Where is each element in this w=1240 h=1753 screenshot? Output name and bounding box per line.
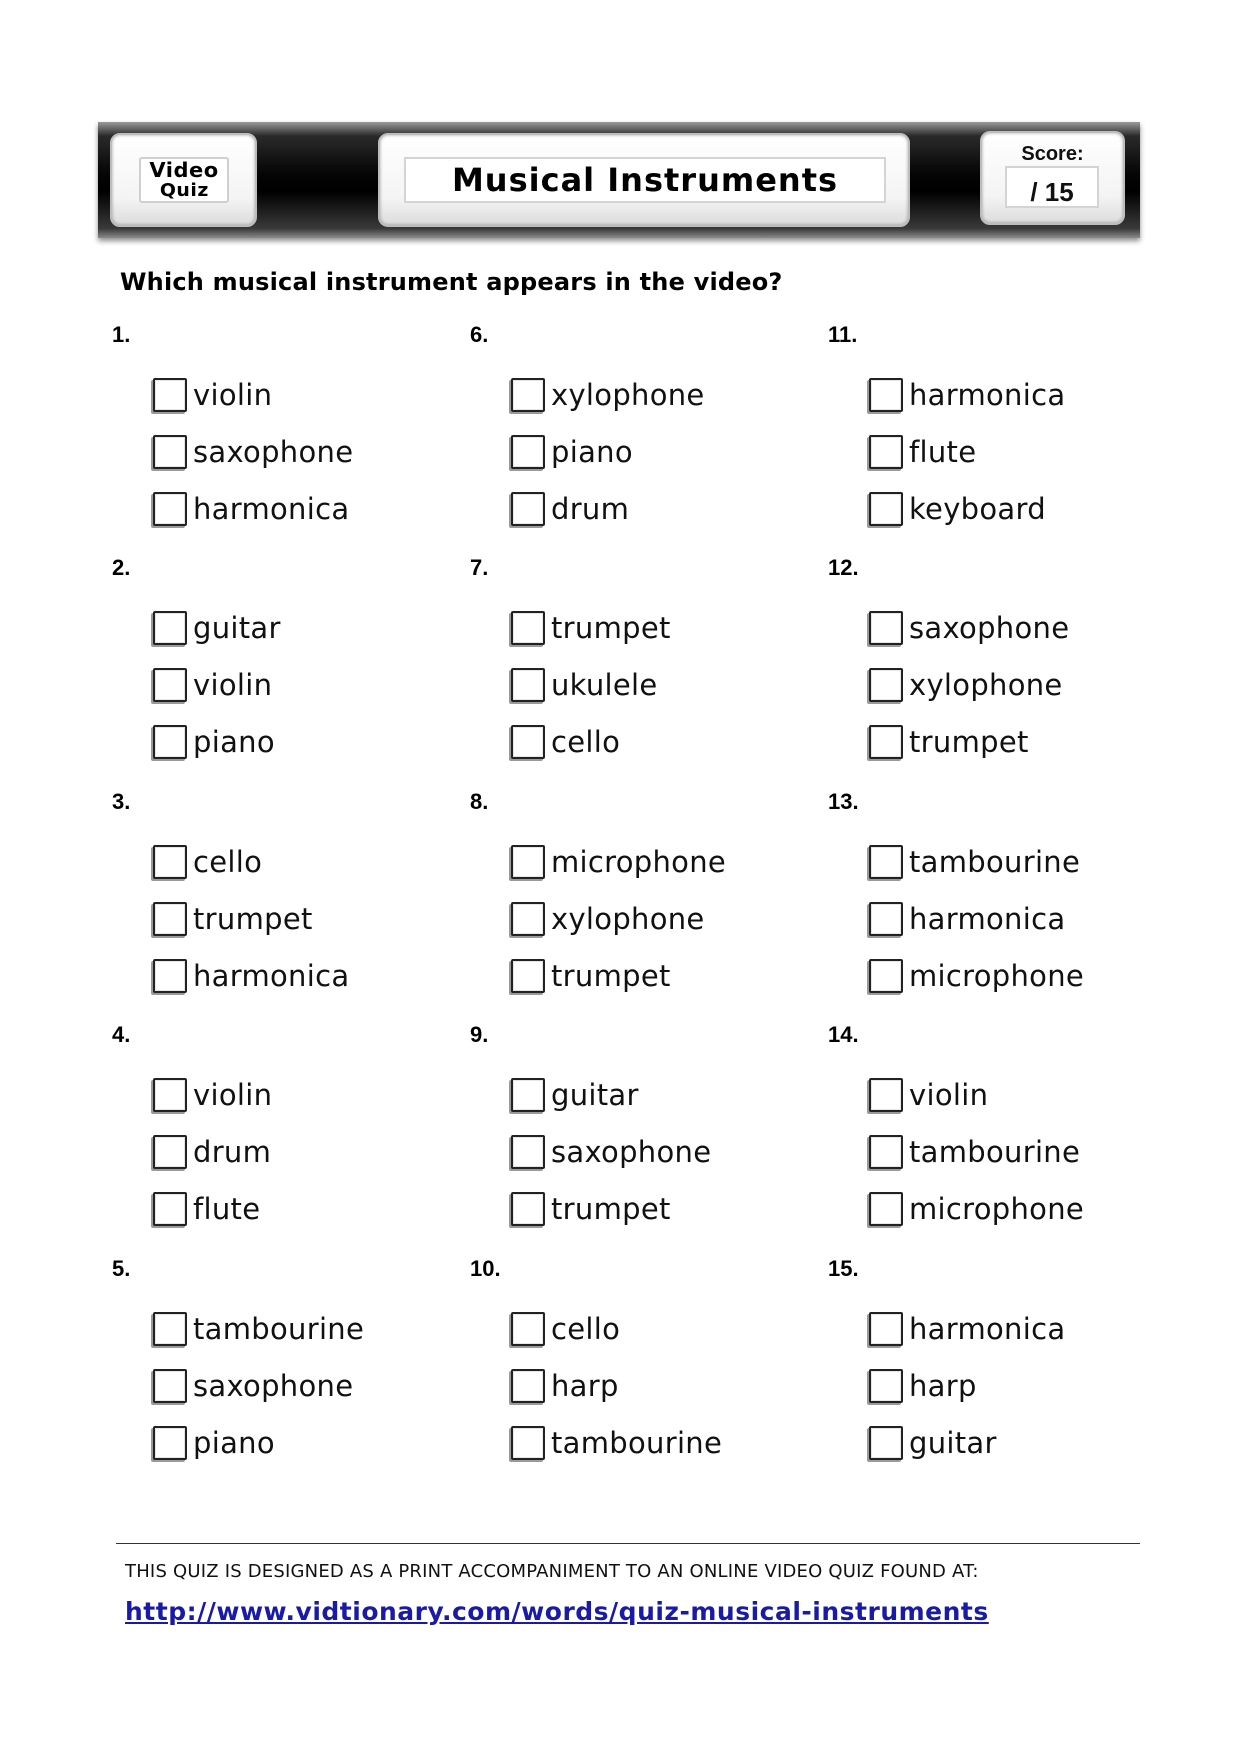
answer-option[interactable] [511,1132,711,1172]
answer-option[interactable] [511,489,629,529]
answer-label: cello [551,725,621,759]
answer-label: tambourine [909,1135,1081,1169]
answer-option[interactable] [869,432,976,472]
answer-label: tambourine [909,845,1081,879]
answer-option[interactable] [869,489,1046,529]
answer-option[interactable] [511,1309,620,1349]
question-number: 14. [828,1022,859,1047]
answer-label: flute [909,435,977,469]
answer-checkbox[interactable] [153,725,187,759]
answer-checkbox[interactable] [869,1312,903,1346]
answer-checkbox[interactable] [869,435,903,469]
answer-label: trumpet [193,902,313,936]
answer-label: harmonica [193,959,350,993]
answer-option[interactable] [153,1366,353,1406]
answer-option[interactable] [869,375,1065,415]
answer-label: cello [551,1312,621,1346]
question-number: 2. [112,555,131,580]
question-number: 7. [470,555,489,580]
answer-label: guitar [909,1426,997,1460]
answer-label: xylophone [551,378,705,412]
answer-option[interactable] [869,899,1065,939]
answer-checkbox[interactable] [153,492,187,526]
answer-checkbox[interactable] [511,725,545,759]
answer-option[interactable] [869,608,1069,648]
answer-checkbox[interactable] [869,611,903,645]
answer-checkbox[interactable] [511,1369,545,1403]
answer-label: trumpet [551,959,671,993]
answer-label: harmonica [193,492,350,526]
answer-checkbox[interactable] [511,1192,545,1226]
answer-option[interactable] [869,1366,977,1406]
footer-divider [116,1543,1140,1544]
answer-label: microphone [909,959,1085,993]
answer-label: harmonica [909,378,1066,412]
answer-checkbox[interactable] [153,668,187,702]
answer-option[interactable] [869,842,1080,882]
answer-checkbox[interactable] [511,1312,545,1346]
answer-checkbox[interactable] [153,1312,187,1346]
answer-option[interactable] [153,842,262,882]
question-number: 9. [470,1022,489,1047]
answer-label: harmonica [909,1312,1066,1346]
answer-checkbox[interactable] [869,845,903,879]
answer-option[interactable] [153,1309,364,1349]
answer-checkbox[interactable] [511,611,545,645]
answer-option[interactable] [511,1366,619,1406]
answer-label: saxophone [193,435,354,469]
answer-label: violin [193,1078,273,1112]
answer-label: drum [193,1135,272,1169]
answer-option[interactable] [869,722,1029,762]
answer-label: flute [193,1192,261,1226]
answer-label: harp [909,1369,977,1403]
answer-option[interactable] [153,899,313,939]
answer-checkbox[interactable] [869,725,903,759]
score-label: Score: [1021,143,1084,165]
answer-label: violin [193,668,273,702]
answer-label: xylophone [909,668,1063,702]
logo-line-quiz: Quiz [159,180,209,201]
answer-checkbox[interactable] [511,959,545,993]
answer-label: trumpet [909,725,1029,759]
answer-option[interactable] [869,1189,1084,1229]
answer-option[interactable] [153,432,353,472]
answer-label: piano [193,725,275,759]
score-value: / 15 [1030,176,1074,207]
answer-option[interactable] [153,1075,272,1115]
answer-checkbox[interactable] [153,1078,187,1112]
answer-checkbox[interactable] [511,435,545,469]
answer-checkbox[interactable] [153,1192,187,1226]
answer-checkbox[interactable] [153,959,187,993]
answer-option[interactable] [153,375,272,415]
answer-label: harmonica [909,902,1066,936]
answer-option[interactable] [153,956,349,996]
answer-label: microphone [551,845,727,879]
quiz-url-link[interactable]: http://www.vidtionary.com/words/quiz-musical-instruments [125,1597,989,1626]
answer-checkbox[interactable] [511,902,545,936]
answer-option[interactable] [153,1189,260,1229]
answer-checkbox[interactable] [511,845,545,879]
question-number: 13. [828,789,859,814]
answer-label: saxophone [193,1369,354,1403]
logo-line-video: Video [149,158,219,182]
question-number: 6. [470,322,489,347]
question-number: 10. [470,1256,501,1281]
page-title: Musical Instruments [451,161,839,199]
answer-checkbox[interactable] [153,1426,187,1460]
answer-checkbox[interactable] [153,378,187,412]
answer-option[interactable] [869,956,1084,996]
question-number: 11. [828,322,858,347]
answer-checkbox[interactable] [153,902,187,936]
answer-label: drum [551,492,630,526]
answer-checkbox[interactable] [153,1135,187,1169]
answer-option[interactable] [153,1132,271,1172]
answer-option[interactable] [153,489,349,529]
answer-label: piano [551,435,633,469]
answer-checkbox[interactable] [511,668,545,702]
answer-option[interactable] [511,1423,722,1463]
answer-checkbox[interactable] [153,435,187,469]
answer-checkbox[interactable] [869,1192,903,1226]
answer-option[interactable] [511,842,726,882]
question-number: 8. [470,789,489,814]
answer-checkbox[interactable] [869,492,903,526]
answer-label: trumpet [551,611,671,645]
answer-checkbox[interactable] [869,668,903,702]
answer-option[interactable] [153,722,275,762]
answer-label: saxophone [551,1135,712,1169]
answer-option[interactable] [511,722,620,762]
answer-checkbox[interactable] [511,492,545,526]
answer-label: cello [193,845,263,879]
answer-label: violin [193,378,273,412]
question-number: 1. [112,322,131,347]
answer-option[interactable] [869,1423,997,1463]
answer-label: microphone [909,1192,1085,1226]
answer-option[interactable] [869,665,1063,705]
answer-checkbox[interactable] [869,378,903,412]
answer-label: harp [551,1369,619,1403]
question-number: 4. [112,1022,131,1047]
answer-checkbox[interactable] [153,845,187,879]
answer-checkbox[interactable] [511,1426,545,1460]
answer-option[interactable] [511,1075,639,1115]
answer-checkbox[interactable] [869,1369,903,1403]
answer-option[interactable] [511,1189,671,1229]
answer-option[interactable] [153,665,272,705]
answer-checkbox[interactable] [153,611,187,645]
answer-option[interactable] [511,432,633,472]
answer-checkbox[interactable] [511,1135,545,1169]
answer-label: guitar [193,611,281,645]
answer-checkbox[interactable] [153,1369,187,1403]
answer-option[interactable] [511,665,658,705]
answer-label: keyboard [909,492,1046,526]
answer-option[interactable] [511,608,671,648]
question-number: 3. [112,789,131,814]
question-number: 5. [112,1256,131,1281]
answer-option[interactable] [511,899,705,939]
answer-label: violin [909,1078,989,1112]
answer-checkbox[interactable] [869,1078,903,1112]
answer-checkbox[interactable] [511,1078,545,1112]
answer-checkbox[interactable] [869,959,903,993]
answer-option[interactable] [153,608,281,648]
question-number: 15. [828,1256,859,1281]
answer-label: piano [193,1426,275,1460]
answer-option[interactable] [153,1423,275,1463]
answer-label: tambourine [551,1426,723,1460]
answer-option[interactable] [869,1309,1065,1349]
answer-option[interactable] [869,1075,988,1115]
answer-checkbox[interactable] [511,378,545,412]
answer-option[interactable] [511,956,671,996]
answer-label: xylophone [551,902,705,936]
answer-checkbox[interactable] [869,1135,903,1169]
answer-label: trumpet [551,1192,671,1226]
footer-note: THIS QUIZ IS DESIGNED AS A PRINT ACCOMPANIMENT TO AN ONLINE VIDEO QUIZ FOUND AT: [125,1561,979,1582]
answer-label: tambourine [193,1312,365,1346]
answer-option[interactable] [511,375,705,415]
answer-label: guitar [551,1078,639,1112]
answer-label: saxophone [909,611,1070,645]
answer-label: ukulele [551,668,658,702]
answer-checkbox[interactable] [869,1426,903,1460]
answer-checkbox[interactable] [869,902,903,936]
answer-option[interactable] [869,1132,1080,1172]
question-number: 12. [828,555,859,580]
question-instruction: Which musical instrument appears in the video? [120,268,783,296]
